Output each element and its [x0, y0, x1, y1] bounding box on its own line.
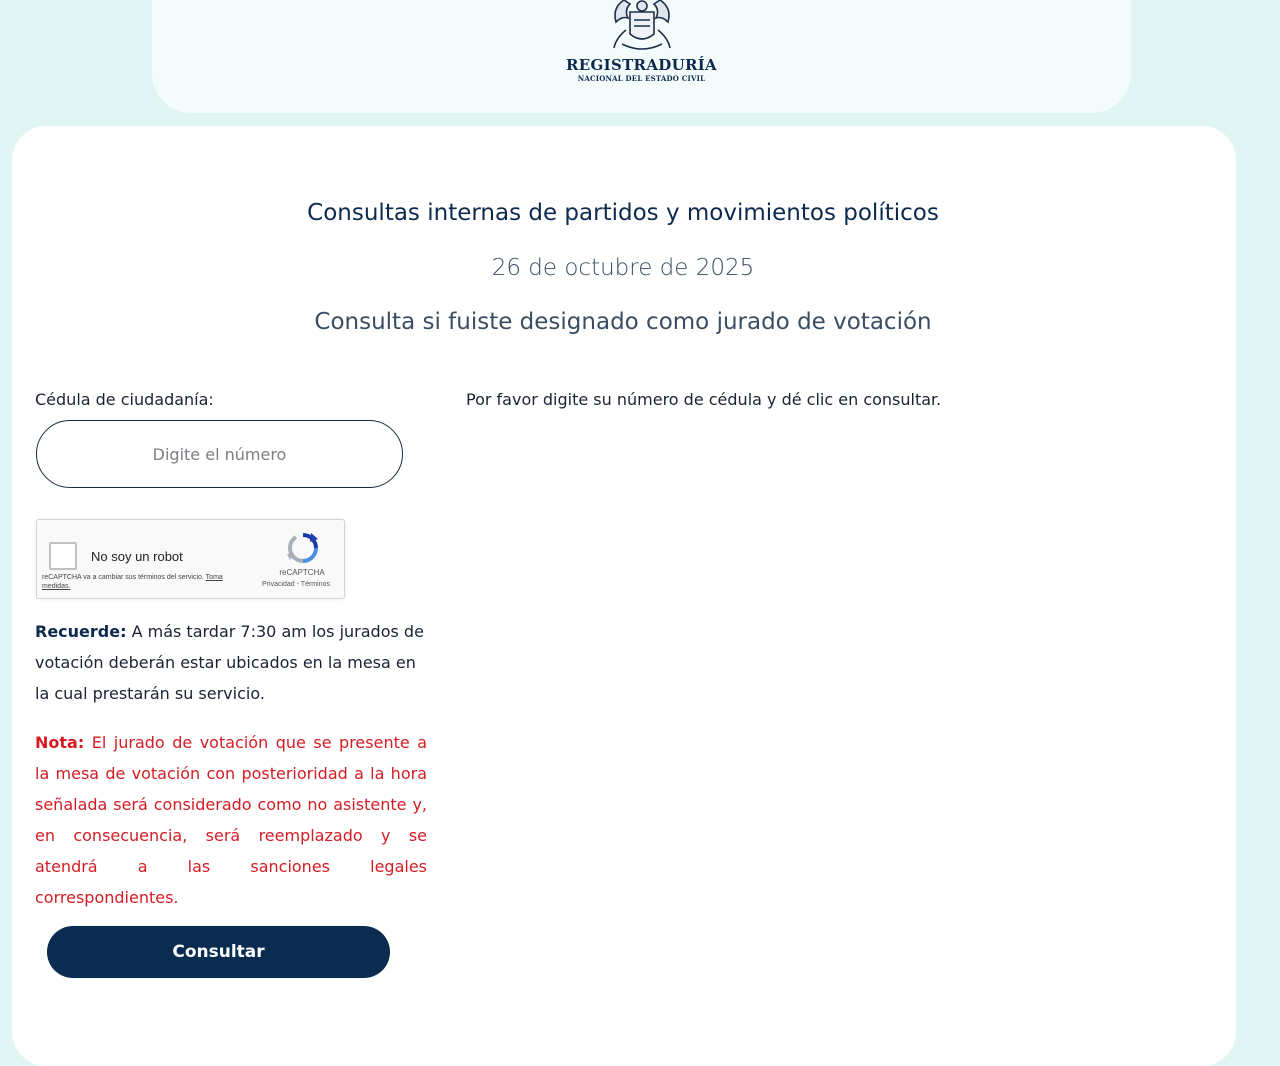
coat-of-arms-icon	[604, 0, 680, 54]
main-card	[12, 126, 1236, 1066]
recaptcha-widget	[36, 519, 345, 599]
cedula-input[interactable]	[36, 420, 403, 488]
note-text	[35, 727, 427, 913]
logo-subtitle: NACIONAL DEL ESTADO CIVIL	[577, 74, 706, 83]
registraduria-logo[interactable]	[152, 0, 1131, 83]
election-date: 26 de octubre de 2025	[491, 255, 755, 281]
recaptcha-icon	[284, 531, 322, 565]
captcha-terms	[42, 573, 232, 591]
page-subtitle: Consulta si fuiste designado como jurado de votación	[314, 309, 932, 335]
note-prefix: Nota:	[35, 733, 85, 752]
header-card	[152, 0, 1131, 113]
captcha-checkbox[interactable]	[49, 542, 77, 570]
remember-text	[35, 616, 435, 709]
captcha-privacy-terms[interactable]: Privacidad - Términos	[262, 581, 330, 588]
note-body: El jurado de votación que se presente a la mesa de votación con posterioridad a la hora señalada será considerado como no asistente y, en consecuencia, será reemplazado y se atendrá a las sanciones legales correspondientes.	[35, 733, 427, 907]
cedula-label: Cédula de ciudadanía:	[35, 390, 214, 409]
consultar-button[interactable]: Consultar	[47, 926, 390, 978]
logo-title: REGISTRADURÍA	[566, 56, 717, 74]
page-title: Consultas internas de partidos y movimientos políticos	[307, 200, 939, 226]
remember-body: A más tardar 7:30 am los jurados de votación deberán estar ubicados en la mesa en la cual prestarán su servicio.	[35, 622, 424, 703]
remember-prefix: Recuerde:	[35, 622, 127, 641]
instruction-text: Por favor digite su número de cédula y dé clic en consultar.	[466, 390, 942, 409]
captcha-terms-link[interactable]: Toma medidas.	[42, 574, 223, 590]
captcha-brand: reCAPTCHA	[279, 568, 325, 577]
captcha-label: No soy un robot	[91, 549, 183, 564]
captcha-terms-text: reCAPTCHA va a cambiar sus términos del servicio.	[42, 574, 204, 581]
